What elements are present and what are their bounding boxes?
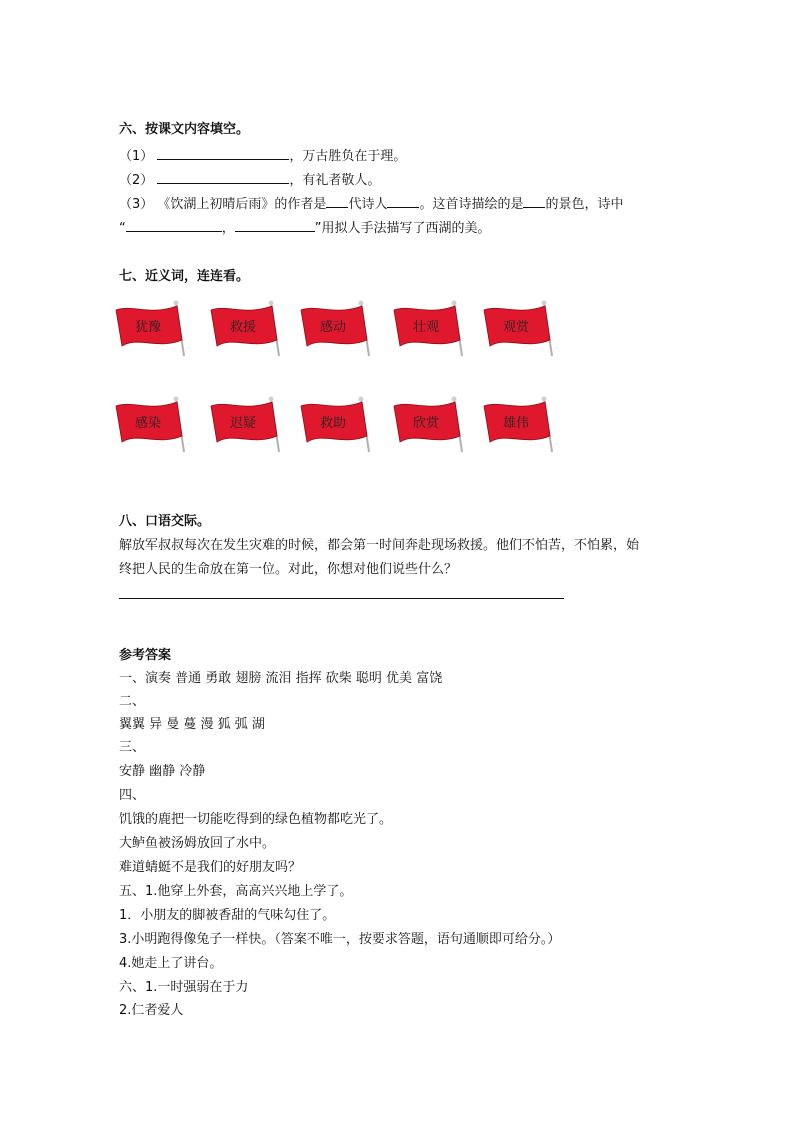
answer-writing-line[interactable] [119,598,564,599]
question-number: （1） [119,149,154,164]
flag-row-top [110,300,570,360]
flag-label: 观赏 [502,320,529,335]
answer-line: 翼翼 异 曼 蔓 漫 狐 弧 湖 [119,717,265,732]
answer-line: 1．小朋友的脚被香甜的气味勾住了。 [119,908,336,923]
section-6-heading: 六、按课文内容填空。 [119,122,250,137]
question-6-3 [119,194,623,214]
flag-card[interactable] [110,300,188,360]
flag-label: 雄伟 [502,416,529,431]
answer-line: 3.小明跑得像兔子一样快。（答案不唯一，按要求答题，语句通顺即可给分。） [119,932,561,947]
flag-label: 救助 [319,416,346,431]
question-6-2 [119,170,380,190]
flag-card[interactable] [388,396,466,456]
question-6-3-cont [119,218,491,238]
fill-blank[interactable] [157,170,289,184]
flag-card[interactable] [295,300,373,360]
flag-card[interactable] [478,300,556,360]
prompt-line-2: 终把人民的生命放在第一位。对此，你想对他们说些什么？ [119,562,458,577]
answer-line: 安静 幽静 冷静 [119,764,206,779]
flag-card[interactable] [478,396,556,456]
question-text: ”用拟人手法描写了西湖的美。 [314,221,491,236]
flag-label: 欣赏 [412,416,439,431]
flag-card[interactable] [205,300,283,360]
fill-blank[interactable] [126,218,222,232]
section-7-heading: 七、近义词，连连看。 [119,269,250,284]
question-6-1 [119,146,406,166]
answer-line: 三、 [119,740,146,755]
question-text: ，万古胜负在于理。 [289,149,407,164]
fill-blank[interactable] [523,194,545,208]
flag-label: 壮观 [412,320,439,335]
comma: ， [221,221,235,236]
answer-line: 4.她走上了讲台。 [119,956,223,971]
answer-line: 2.仁者爱人 [119,1003,184,1018]
answer-line: 一、演奏 普通 勇敢 翅膀 流泪 指挥 砍柴 聪明 优美 富饶 [119,671,443,686]
flag-card[interactable] [205,396,283,456]
question-text: 。这首诗描绘的是 [419,197,524,212]
answer-line: 难道蜻蜓不是我们的好朋友吗？ [119,860,302,875]
answer-line: 饥饿的鹿把一切能吃得到的绿色植物都吃光了。 [119,812,393,827]
flag-label: 迟疑 [229,416,256,431]
prompt-line-1: 解放军叔叔每次在发生灾难的时候，都会第一时间奔赴现场救援。他们不怕苦，不怕累，始 [119,538,640,553]
question-text: 代诗人 [348,197,388,212]
flag-label: 感动 [319,320,346,335]
flag-card[interactable] [110,396,188,456]
flag-card[interactable] [295,396,373,456]
question-text: 《饮湖上初晴后雨》的作者是 [157,197,327,212]
answer-key-heading: 参考答案 [119,648,172,663]
answer-line: 六、1.一时强弱在于力 [119,980,249,995]
question-text: ，有礼者敬人。 [289,173,381,188]
flag-label: 感染 [134,416,161,431]
question-text: 的景色，诗中 [545,197,624,212]
fill-blank[interactable] [387,194,419,208]
flag-row-bottom [110,396,570,456]
section-8-heading: 八、口语交际。 [119,514,211,529]
answer-line: 二、 [119,694,146,709]
fill-blank[interactable] [235,218,315,232]
fill-blank[interactable] [157,146,289,160]
flag-label: 救援 [229,320,256,335]
answer-line: 大鲈鱼被汤姆放回了水中。 [119,836,276,851]
answer-line: 四、 [119,788,146,803]
answer-line: 五、1.他穿上外套，高高兴兴地上学了。 [119,884,353,899]
flag-card[interactable] [388,300,466,360]
flag-label: 犹豫 [134,320,161,335]
fill-blank[interactable] [326,194,348,208]
question-number: （2） [119,173,154,188]
quote-mark: “ [119,221,126,236]
question-number: （3） [119,197,154,212]
